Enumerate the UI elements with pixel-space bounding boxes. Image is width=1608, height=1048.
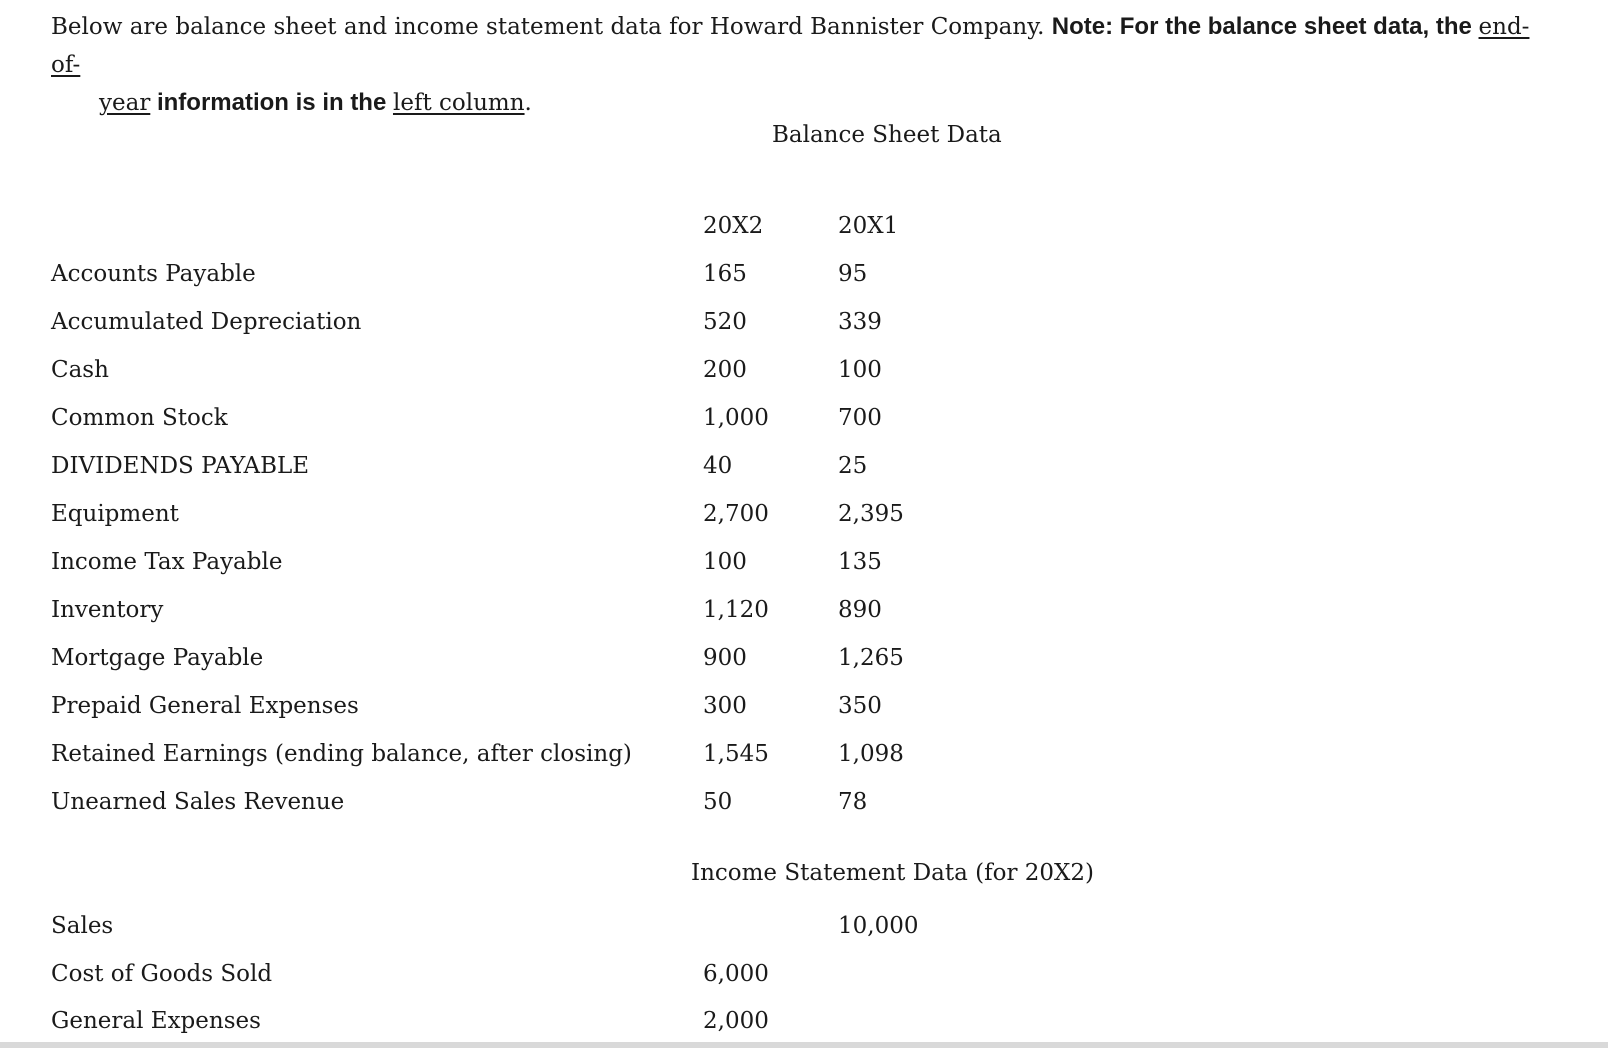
value-20x2: 1,000 (703, 405, 769, 431)
value-col-1: 6,000 (703, 961, 769, 987)
intro-line-2 (51, 84, 1551, 122)
row-label: Cost of Goods Sold (51, 961, 273, 987)
row-label: Inventory (51, 597, 164, 623)
value-20x1: 135 (838, 549, 882, 575)
table-row (0, 590, 1608, 630)
table-row (0, 638, 1608, 678)
row-label: DIVIDENDS PAYABLE (51, 453, 310, 479)
table-row (0, 446, 1608, 486)
value-20x1: 78 (838, 789, 868, 815)
table-row (0, 542, 1608, 582)
income-statement-title: Income Statement Data (for 20X2) (691, 860, 1095, 886)
row-label: Accumulated Depreciation (51, 309, 362, 335)
page-bottom-edge (0, 1042, 1608, 1048)
row-label: Unearned Sales Revenue (51, 789, 345, 815)
value-20x1: 1,265 (838, 645, 904, 671)
value-col-2: 10,000 (838, 913, 919, 939)
intro-note: Note: For the balance sheet data, the (1051, 13, 1479, 40)
table-row (0, 494, 1608, 534)
intro-note-continued: information is in the (150, 89, 393, 116)
table-row (0, 782, 1608, 822)
row-label: Equipment (51, 501, 179, 527)
value-20x2: 40 (703, 453, 733, 479)
intro-period: . (524, 90, 532, 116)
value-20x1: 100 (838, 357, 882, 383)
intro-text: Below are balance sheet and income statement data for Howard Bannister Company. (51, 14, 1052, 40)
value-20x2: 200 (703, 357, 747, 383)
intro-line-1 (51, 8, 1551, 84)
balance-sheet-header-row (0, 206, 1608, 246)
table-row (0, 254, 1608, 294)
table-row (0, 686, 1608, 726)
table-row (0, 1001, 1608, 1041)
value-col-1: 2,000 (703, 1008, 769, 1034)
intro-underline-left-column: left column (392, 90, 525, 116)
value-20x1: 700 (838, 405, 882, 431)
value-20x1: 350 (838, 693, 882, 719)
value-20x2: 165 (703, 261, 747, 287)
value-20x1: 25 (838, 453, 868, 479)
row-label: Prepaid General Expenses (51, 693, 359, 719)
table-row (0, 398, 1608, 438)
table-row (0, 954, 1608, 994)
table-row (0, 302, 1608, 342)
value-20x2: 2,700 (703, 501, 769, 527)
column-header-20x2: 20X2 (703, 213, 764, 239)
row-label: Retained Earnings (ending balance, after closing) (51, 741, 632, 767)
balance-sheet-title: Balance Sheet Data (772, 122, 1002, 148)
value-20x2: 300 (703, 693, 747, 719)
intro-paragraph (51, 8, 1551, 122)
value-20x1: 2,395 (838, 501, 904, 527)
row-label: Accounts Payable (51, 261, 256, 287)
value-20x2: 900 (703, 645, 747, 671)
table-row (0, 734, 1608, 774)
intro-underline-end-of: end-of- (51, 14, 1530, 78)
value-20x2: 1,545 (703, 741, 769, 767)
value-20x2: 100 (703, 549, 747, 575)
row-label: Sales (51, 913, 114, 939)
row-label: General Expenses (51, 1008, 261, 1034)
value-20x2: 520 (703, 309, 747, 335)
value-20x1: 95 (838, 261, 868, 287)
table-row (0, 906, 1608, 946)
table-row (0, 350, 1608, 390)
value-20x1: 1,098 (838, 741, 904, 767)
row-label: Income Tax Payable (51, 549, 283, 575)
value-20x2: 1,120 (703, 597, 769, 623)
column-header-20x1: 20X1 (838, 213, 899, 239)
intro-underline-year: year (99, 90, 151, 116)
value-20x1: 890 (838, 597, 882, 623)
value-20x1: 339 (838, 309, 882, 335)
row-label: Common Stock (51, 405, 228, 431)
row-label: Mortgage Payable (51, 645, 264, 671)
row-label: Cash (51, 357, 109, 383)
value-20x2: 50 (703, 789, 733, 815)
